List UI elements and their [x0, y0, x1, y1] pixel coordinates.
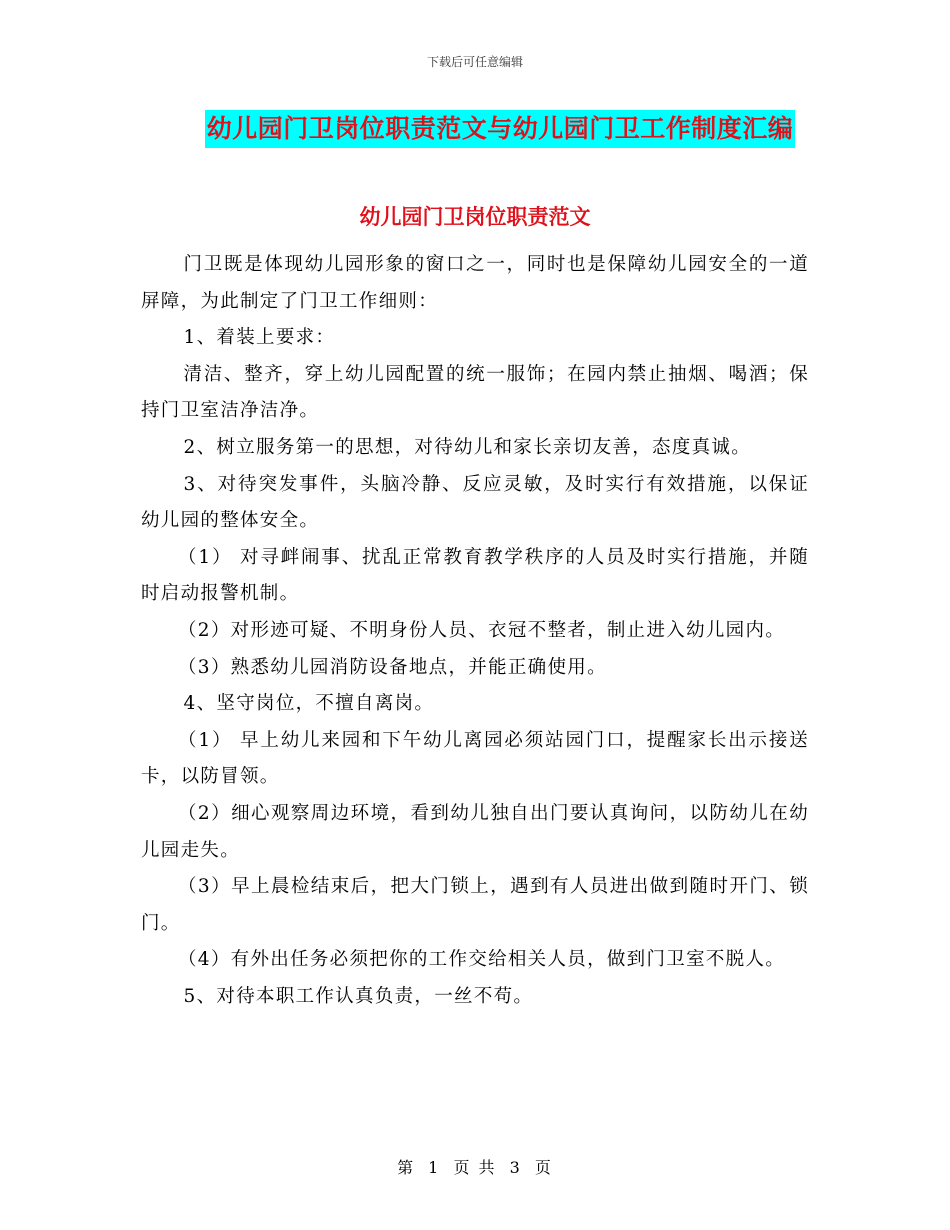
paragraph: （3）熟悉幼儿园消防设备地点，并能正确使用。: [178, 656, 607, 678]
paragraph: 1、着装上要求：: [183, 327, 336, 349]
footer-page-number: 1: [428, 1158, 441, 1177]
footer-mid: 页 共: [453, 1158, 497, 1177]
document-title: 幼儿园门卫岗位职责范文与幼儿园门卫工作制度汇编: [205, 110, 796, 148]
footer-suffix: 页: [534, 1158, 553, 1177]
paragraph: 3、对待突发事件，头脑冷静、反应灵敏，及时实行有效措施，以保证幼儿园的整体安全。: [141, 473, 809, 532]
paragraph: （2）细心观察周边环境，看到幼儿独自出门要认真询问，以防幼儿在幼儿园走失。: [141, 802, 809, 861]
paragraph: （1） 对寻衅闹事、扰乱正常教育教学秩序的人员及时实行措施，并随时启动报警机制。: [141, 546, 809, 605]
section-title: 幼儿园门卫岗位职责范文: [359, 204, 591, 229]
paragraph: 2、树立服务第一的思想，对待幼儿和家长亲切友善，态度真诚。: [183, 436, 752, 458]
paragraph: （1） 早上幼儿来园和下午幼儿离园必须站园门口，提醒家长出示接送卡，以防冒领。: [141, 729, 809, 788]
footer-total-pages: 3: [509, 1158, 522, 1177]
paragraph: 5、对待本职工作认真负责，一丝不苟。: [183, 985, 534, 1007]
paragraph: （4）有外出任务必须把你的工作交给相关人员，做到门卫室不脱人。: [178, 949, 786, 971]
paragraph: （2）对形迹可疑、不明身份人员、衣冠不整者，制止进入幼儿园内。: [178, 619, 786, 641]
header-note: 下载后可任意编辑: [426, 55, 523, 69]
paragraph: （3）早上晨检结束后，把大门锁上，遇到有人员进出做到随时开门、锁门。: [141, 876, 809, 934]
paragraph: 门卫既是体现幼儿园形象的窗口之一，同时也是保障幼儿园安全的一道屏障，为此制定了门卫工作细则：: [141, 254, 809, 312]
paragraph: 清洁、整齐，穿上幼儿园配置的统一服饰；在园内禁止抽烟、喝酒；保持门卫室洁净洁净。: [141, 363, 809, 422]
footer-prefix: 第: [397, 1158, 416, 1177]
document-body: [141, 247, 809, 1015]
page-footer: [0, 1155, 950, 1178]
paragraph: 4、坚守岗位，不擅自离岗。: [183, 693, 435, 715]
doc-title-wrap: [0, 110, 950, 148]
